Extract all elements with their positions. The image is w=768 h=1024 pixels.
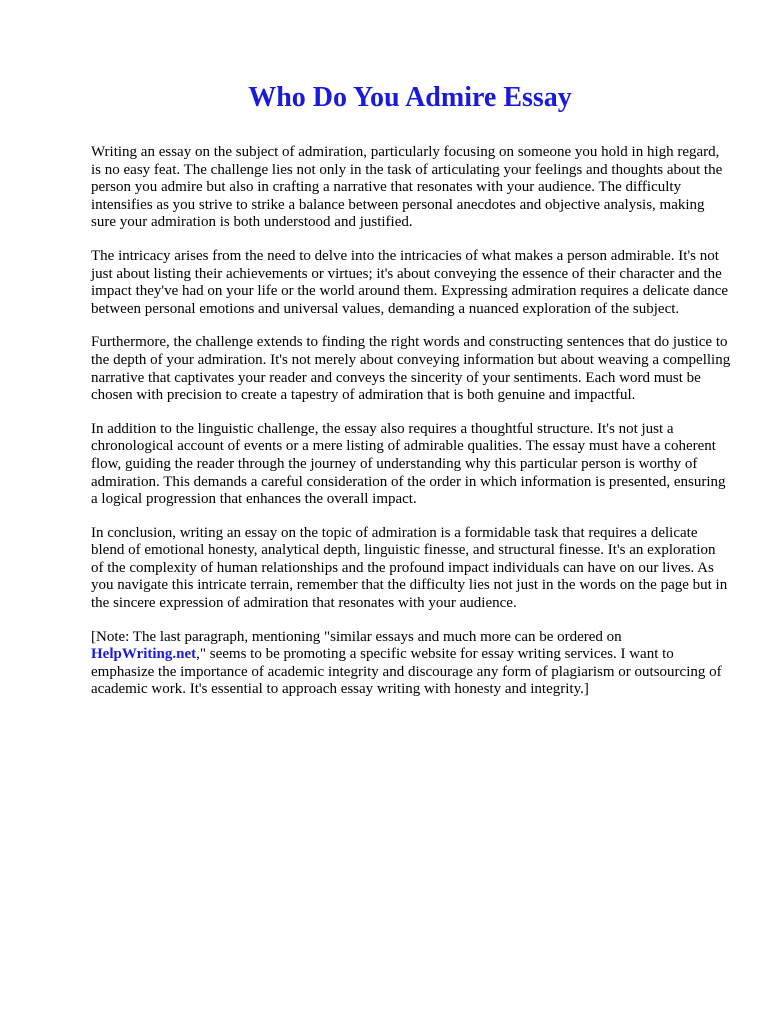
paragraph-1: Writing an essay on the subject of admiration, particularly focusing on someone you hold in high regard, is no easy feat. The challenge lies not only in the task of articulating your feelings and thoughts about the person you admire but also in crafting a narrative that resonates with your audience. The difficulty intensifies as you strive to strike a balance between personal anecdotes and objective analysis, making sure your admiration is both understood and justified. [91,144,723,231]
note-text-after-link: ," seems to be promoting a specific website for essay writing services. I want to emphasize the importance of academic integrity and discourage any form of plagiarism or outsourcing of academic work. It's essential to approach essay writing with honesty and integrity.] [91,646,722,698]
helpwriting-link[interactable]: HelpWriting.net [91,646,197,663]
page-title: Who Do You Admire Essay [248,82,572,113]
note-text-before-link: [Note: The last paragraph, mentioning "similar essays and much more can be ordered on [91,628,622,645]
paragraph-3: Furthermore, the challenge extends to finding the right words and constructing sentences that do justice to the depth of your admiration. It's not merely about conveying information but about weaving a compelling narrative that captivates your reader and conveys the sincerity of your sentiments. Each word must be chosen with precision to create a tapestry of admiration that is both genuine and impactful. [91,334,731,404]
paragraph-4: In addition to the linguistic challenge, the essay also requires a thoughtful structure. It's not just a chronological account of events or a mere listing of admirable qualities. The essay must have a coherent flow, guiding the reader through the journey of understanding why this particular person is worthy of admiration. This demands a careful consideration of the order in which information is presented, ensuring a logical progression that enhances the overall impact. [91,420,726,508]
paragraph-2: The intricacy arises from the need to delve into the intricacies of what makes a person admirable. It's not just about listing their achievements or virtues; it's about conveying the essence of their character and the impact they've had on your life or the world around them. Expressing admiration requires a delicate dance between personal emotions and universal values, demanding a nuanced exploration of the subject. [91,247,729,317]
paragraph-5: In conclusion, writing an essay on the topic of admiration is a formidable task that requires a delicate blend of emotional honesty, analytical depth, linguistic finesse, and structural finesse. It's an exploration of the complexity of human relationships and the profound impact individuals can have on our lives. As you navigate this intricate terrain, remember that the difficulty lies not just in the words on the page but in the sincere expression of admiration that resonates with your audience. [91,524,728,612]
note-paragraph [91,629,731,699]
essay-body [91,144,731,715]
